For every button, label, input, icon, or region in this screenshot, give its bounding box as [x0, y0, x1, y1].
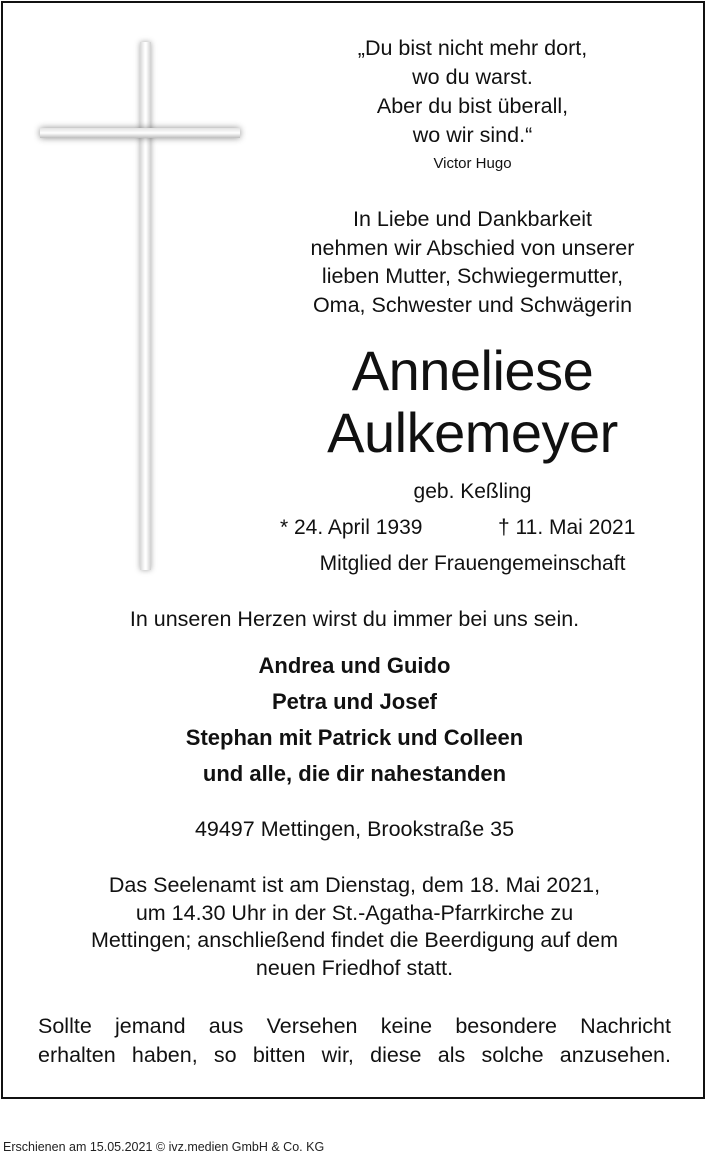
- birth-name: geb. Keßling: [413, 480, 532, 503]
- service-line: Mettingen; anschließend findet die Beerdigung auf dem: [90, 928, 619, 952]
- family-line: Andrea und Guido: [258, 653, 451, 678]
- quote-line: Aber du bist überall,: [376, 94, 569, 118]
- intro-line: lieben Mutter, Schwiegermutter,: [321, 264, 624, 288]
- intro-line: In Liebe und Dankbarkeit: [352, 207, 593, 231]
- deceased-last-name: Aulkemeyer: [327, 401, 618, 464]
- address-text: 49497 Mettingen, Brookstraße 35: [194, 817, 515, 841]
- quote-line: wo du warst.: [412, 65, 533, 89]
- family-line: und alle, die dir nahestanden: [202, 761, 507, 786]
- family-line: Stephan mit Patrick und Colleen: [185, 725, 524, 750]
- quote-line: wo wir sind.“: [412, 123, 533, 147]
- intro-line: nehmen wir Abschied von unserer: [310, 235, 635, 260]
- publication-footer: Erschienen am 15.05.2021 © ivz.medien GmbH & Co. KG: [3, 1140, 325, 1154]
- intro-text: [280, 205, 665, 319]
- intro-line: Oma, Schwester und Schwägerin: [312, 292, 633, 317]
- service-line: um 14.30 Uhr in der St.-Agatha-Pfarrkirche zu: [135, 900, 574, 925]
- membership-text: Mitglied der Frauengemeinschaft: [319, 552, 626, 575]
- family-list: [0, 648, 709, 792]
- service-info: [0, 872, 709, 982]
- notice-line: erhalten haben, so bitten wir, diese als solche anzusehen.: [38, 1042, 671, 1067]
- cross-icon-vertical-beam: [140, 42, 151, 570]
- notice-text: [38, 1012, 671, 1069]
- quote-block: [280, 34, 665, 177]
- family-line: Petra und Josef: [271, 689, 438, 714]
- birth-date: * 24. April 1939: [280, 516, 423, 539]
- deceased-first-name: Anneliese: [351, 339, 594, 402]
- death-date: † 11. Mai 2021: [498, 516, 636, 539]
- cross-icon-horizontal-beam: [40, 128, 240, 138]
- quote-author: Victor Hugo: [433, 155, 512, 172]
- motto-text: In unseren Herzen wirst du immer bei uns sein.: [129, 607, 580, 631]
- quote-line: „Du bist nicht mehr dort,: [357, 36, 588, 60]
- service-line: Das Seelenamt ist am Dienstag, dem 18. Mai 2021,: [108, 873, 601, 897]
- notice-line: Sollte jemand aus Versehen keine besondere Nachricht: [38, 1014, 671, 1038]
- deceased-name: [280, 340, 665, 464]
- service-line: neuen Friedhof statt.: [255, 955, 454, 980]
